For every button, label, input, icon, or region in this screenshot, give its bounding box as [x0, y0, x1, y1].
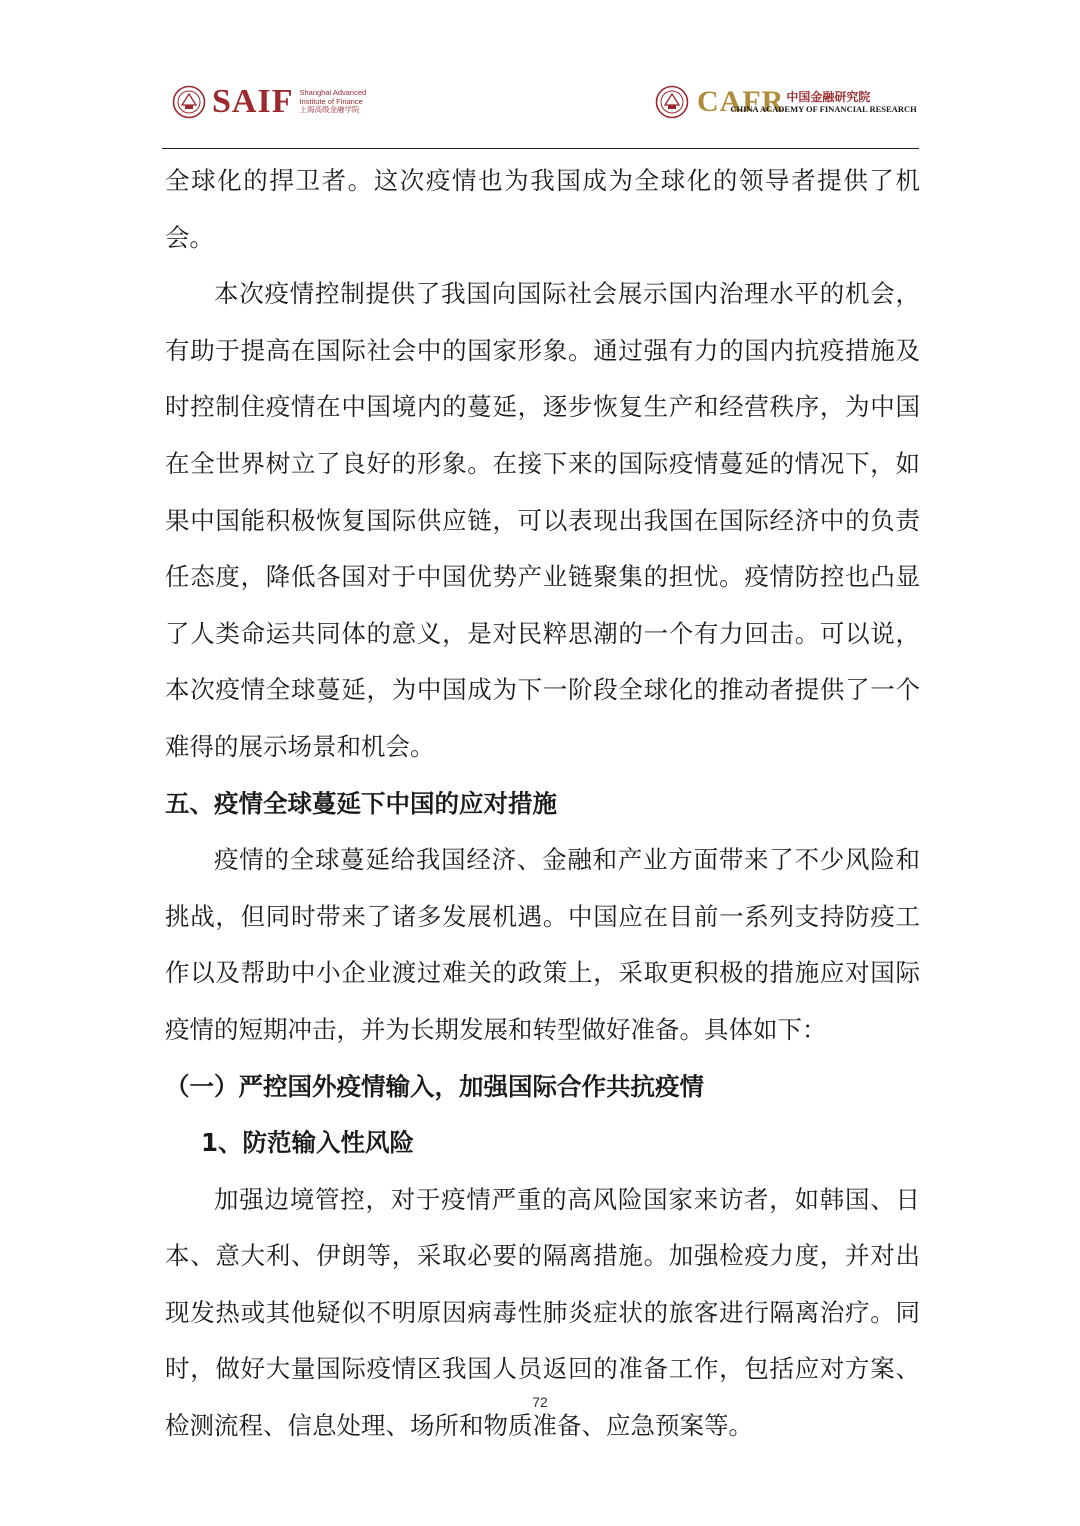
saif-logo — [172, 84, 366, 120]
paragraph-3: 疫情的全球蔓延给我国经济、金融和产业方面带来了不少风险和挑战，但同时带来了诸多发展机遇。中国应在目前一系列支持防疫工作以及帮助中小企业渡过难关的政策上，采取更积极的措施应对国际疫情的短期冲击，并为长期发展和转型做好准备。具体如下： — [165, 845, 920, 1044]
page-number: 72 — [532, 1394, 548, 1410]
paragraph-2: 本次疫情控制提供了我国向国际社会展示国内治理水平的机会，有助于提高在国际社会中的国家形象。通过强有力的国内抗疫措施及时控制住疫情在中国境内的蔓延，逐步恢复生产和经营秩序，为中国在全世界树立了良好的形象。在接下来的国际疫情蔓延的情况下，如果中国能积极恢复国际供应链，可以表现出我国在国际经济中的负责任态度，降低各国对于中国优势产业链聚集的担忧。疫情防控也凸显了人类命运共同体的意义，是对民粹思潮的一个有力回击。可以说，本次疫情全球蔓延，为中国成为下一阶段全球化的推动者提供了一个难得的展示场景和机会。 — [165, 279, 920, 761]
page-header — [0, 0, 1080, 150]
header-divider — [162, 148, 919, 149]
cafr-en-name: CHINA ACADEMY OF FINANCIAL RESEARCH — [730, 103, 917, 114]
saif-sub-line1: Shanghai Advanced — [299, 88, 367, 98]
cafr-cn-name: 中国金融研究院 — [786, 89, 871, 104]
saif-wordmark: SAIF — [212, 83, 294, 120]
saif-sub-cn: 上海高级金融学院 — [299, 105, 360, 115]
page-content — [165, 153, 920, 1455]
paragraph-4: 加强边境管控，对于疫情严重的高风险国家来访者，如韩国、日本、意大利、伊朗等，采取必要的隔离措施。加强检疫力度，并对出现发热或其他疑似不明原因病毒性肺炎症状的旅客进行隔离治疗。同时，做好大量国际疫情区我国人员返回的准备工作，包括应对方案、检测流程、信息处理、场所和物质准备、应急预案等。 — [165, 1184, 920, 1441]
sub-subsection-heading: 1、防范输入性风险 — [201, 1128, 415, 1158]
cafr-logo — [655, 84, 917, 120]
section-heading: 五、疫情全球蔓延下中国的应对措施 — [165, 788, 557, 818]
subsection-heading: （一）严控国外疫情输入，加强国际合作共抗疫情 — [165, 1071, 704, 1101]
saif-subtitle — [299, 89, 366, 115]
cafr-wordmark: CAFR — [697, 85, 785, 118]
cafr-seal-icon — [655, 85, 689, 119]
cafr-names — [730, 89, 917, 115]
saif-sub-line2: Institute of Finance — [299, 96, 363, 106]
saif-seal-icon — [172, 85, 206, 119]
paragraph-1: 全球化的捍卫者。这次疫情也为我国成为全球化的领导者提供了机会。 — [165, 166, 920, 252]
